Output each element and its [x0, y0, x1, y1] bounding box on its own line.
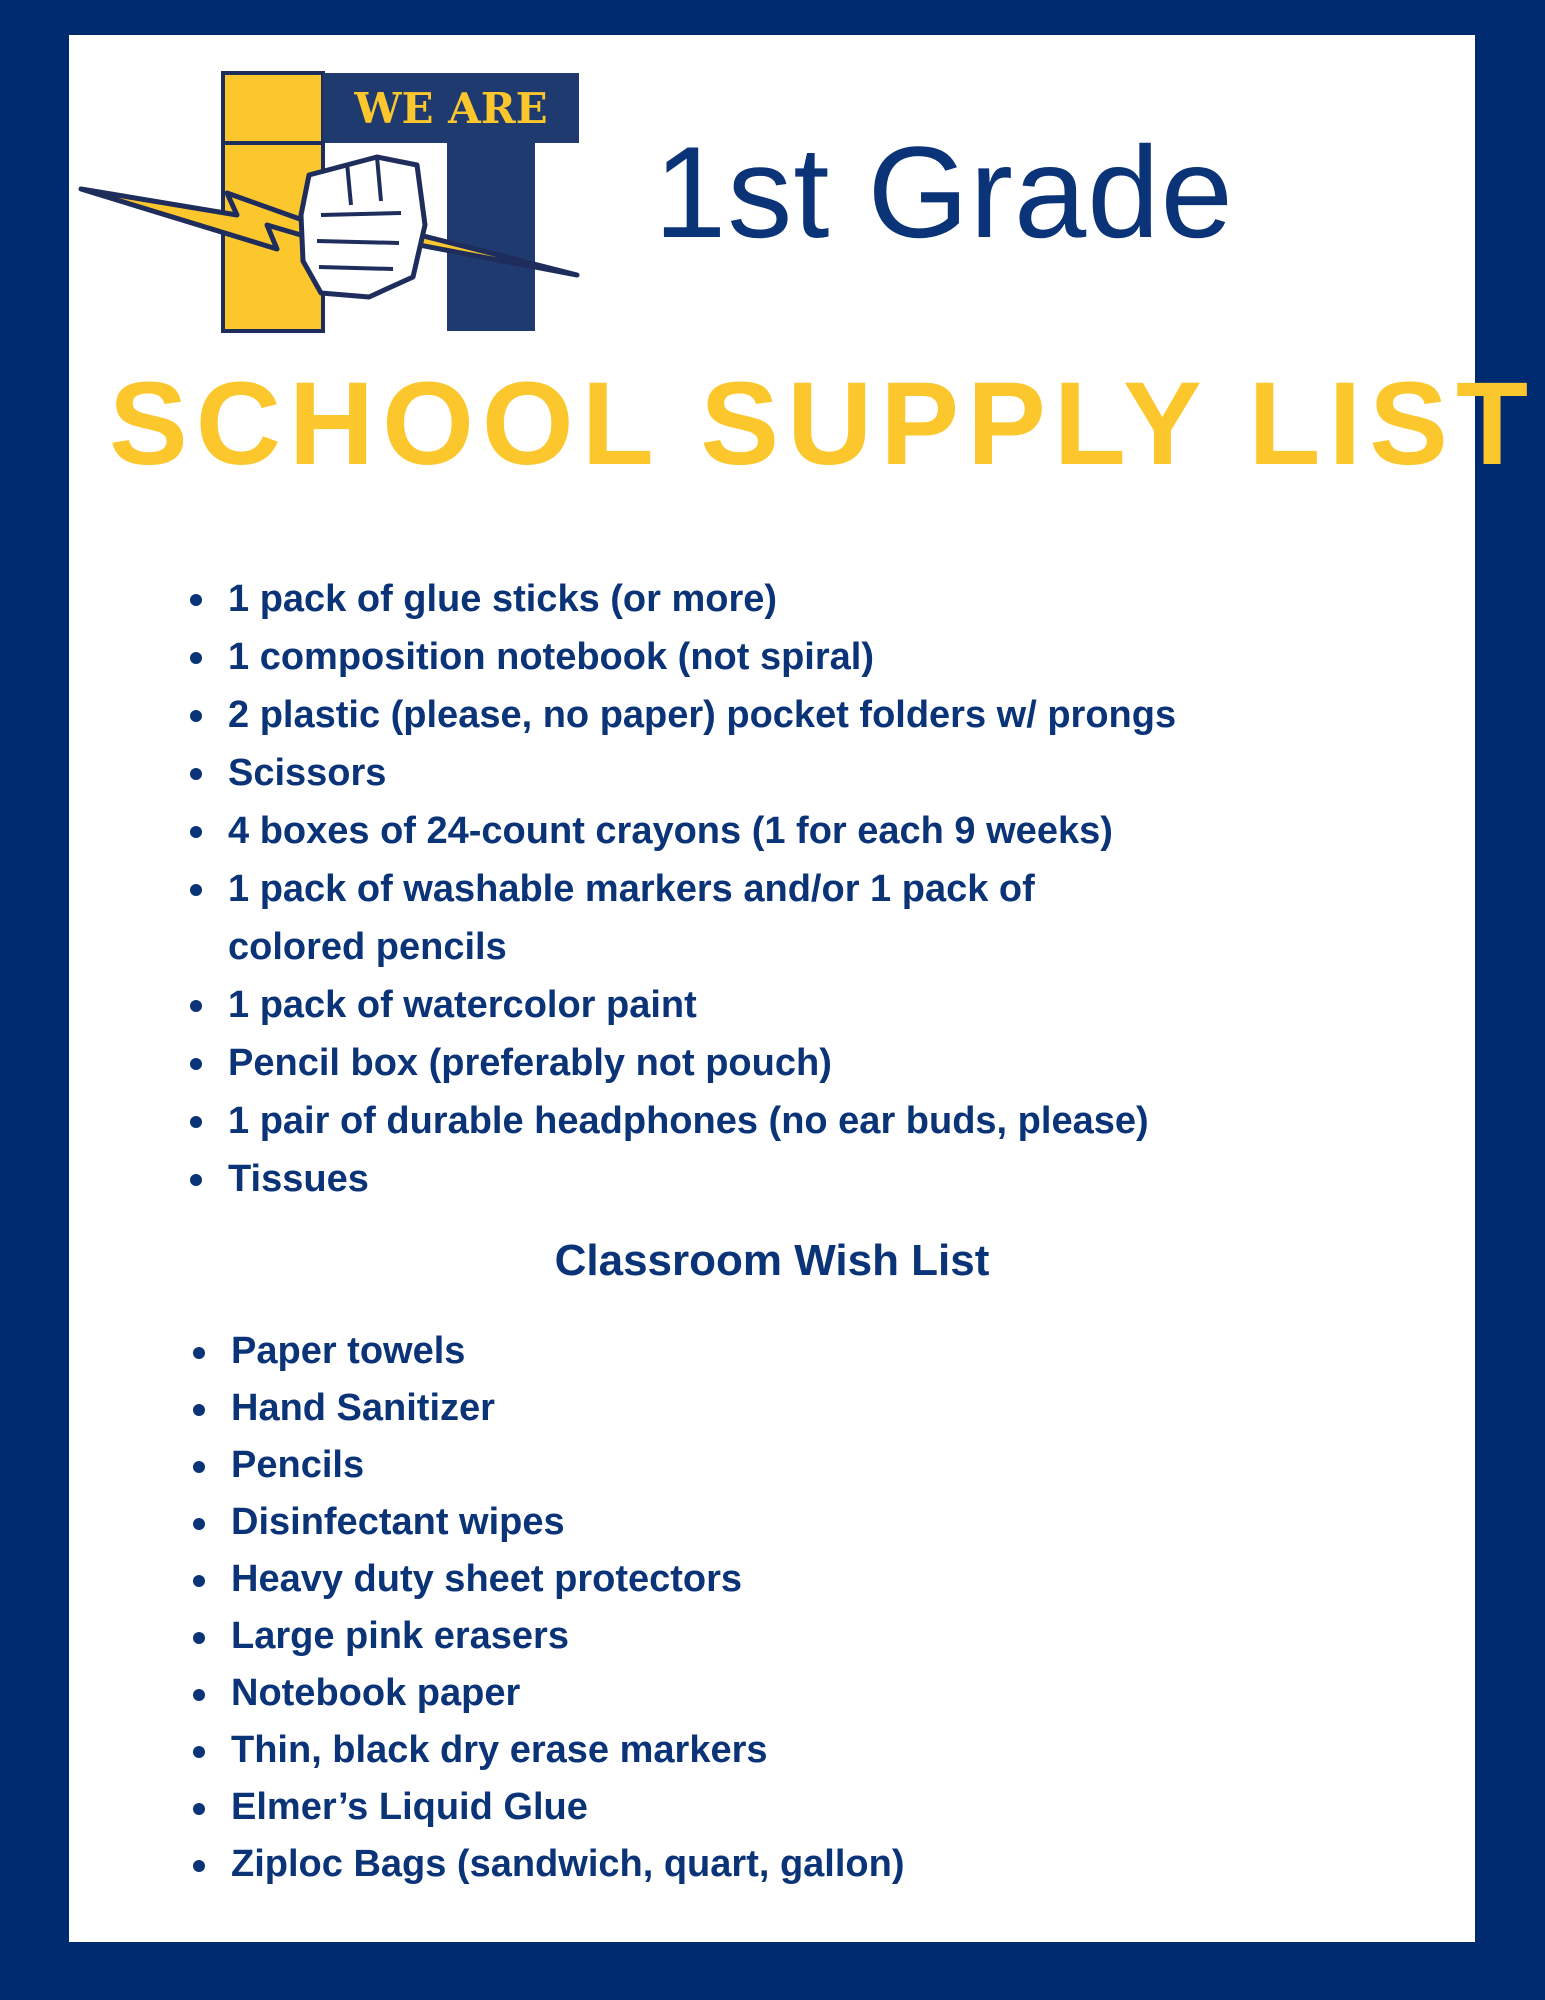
logo-we-are-text: WE ARE	[354, 84, 548, 133]
list-item: Paper towels	[191, 1323, 1391, 1380]
wish-list-heading: Classroom Wish List	[554, 1236, 990, 1285]
list-item: Ziploc Bags (sandwich, quart, gallon)	[191, 1836, 1391, 1893]
list-item: 4 boxes of 24-count crayons (1 for each 9 weeks)	[188, 802, 1428, 860]
supply-list-title: SCHOOL SUPPLY LIST	[109, 358, 1537, 490]
list-item: Scissors	[188, 744, 1428, 802]
list-item: Notebook paper	[191, 1665, 1391, 1722]
list-item: 1 pack of washable markers and/or 1 pack of colored pencils	[188, 860, 1428, 976]
list-item: Heavy duty sheet protectors	[191, 1551, 1391, 1608]
grade-title: 1st Grade	[654, 119, 1234, 265]
wish-list	[191, 1323, 1391, 1893]
list-item: 2 plastic (please, no paper) pocket folders w/ prongs	[188, 686, 1428, 744]
list-item: Hand Sanitizer	[191, 1380, 1391, 1437]
fist-icon	[301, 157, 425, 297]
list-item: 1 pack of glue sticks (or more)	[188, 570, 1428, 628]
supply-list	[188, 570, 1428, 1208]
list-item: Elmer’s Liquid Glue	[191, 1779, 1391, 1836]
list-item: 1 pair of durable headphones (no ear buds, please)	[188, 1092, 1428, 1150]
list-item: Pencils	[191, 1437, 1391, 1494]
list-item: Disinfectant wipes	[191, 1494, 1391, 1551]
list-item: 1 composition notebook (not spiral)	[188, 628, 1428, 686]
supply-list-page	[69, 35, 1537, 1942]
logo-t-stem	[447, 143, 535, 331]
list-item: Pencil box (preferably not pouch)	[188, 1034, 1428, 1092]
we-are-it-logo	[77, 65, 587, 335]
list-item: Tissues	[188, 1150, 1428, 1208]
list-item: Large pink erasers	[191, 1608, 1391, 1665]
list-item: Thin, black dry erase markers	[191, 1722, 1391, 1779]
list-item: 1 pack of watercolor paint	[188, 976, 1428, 1034]
